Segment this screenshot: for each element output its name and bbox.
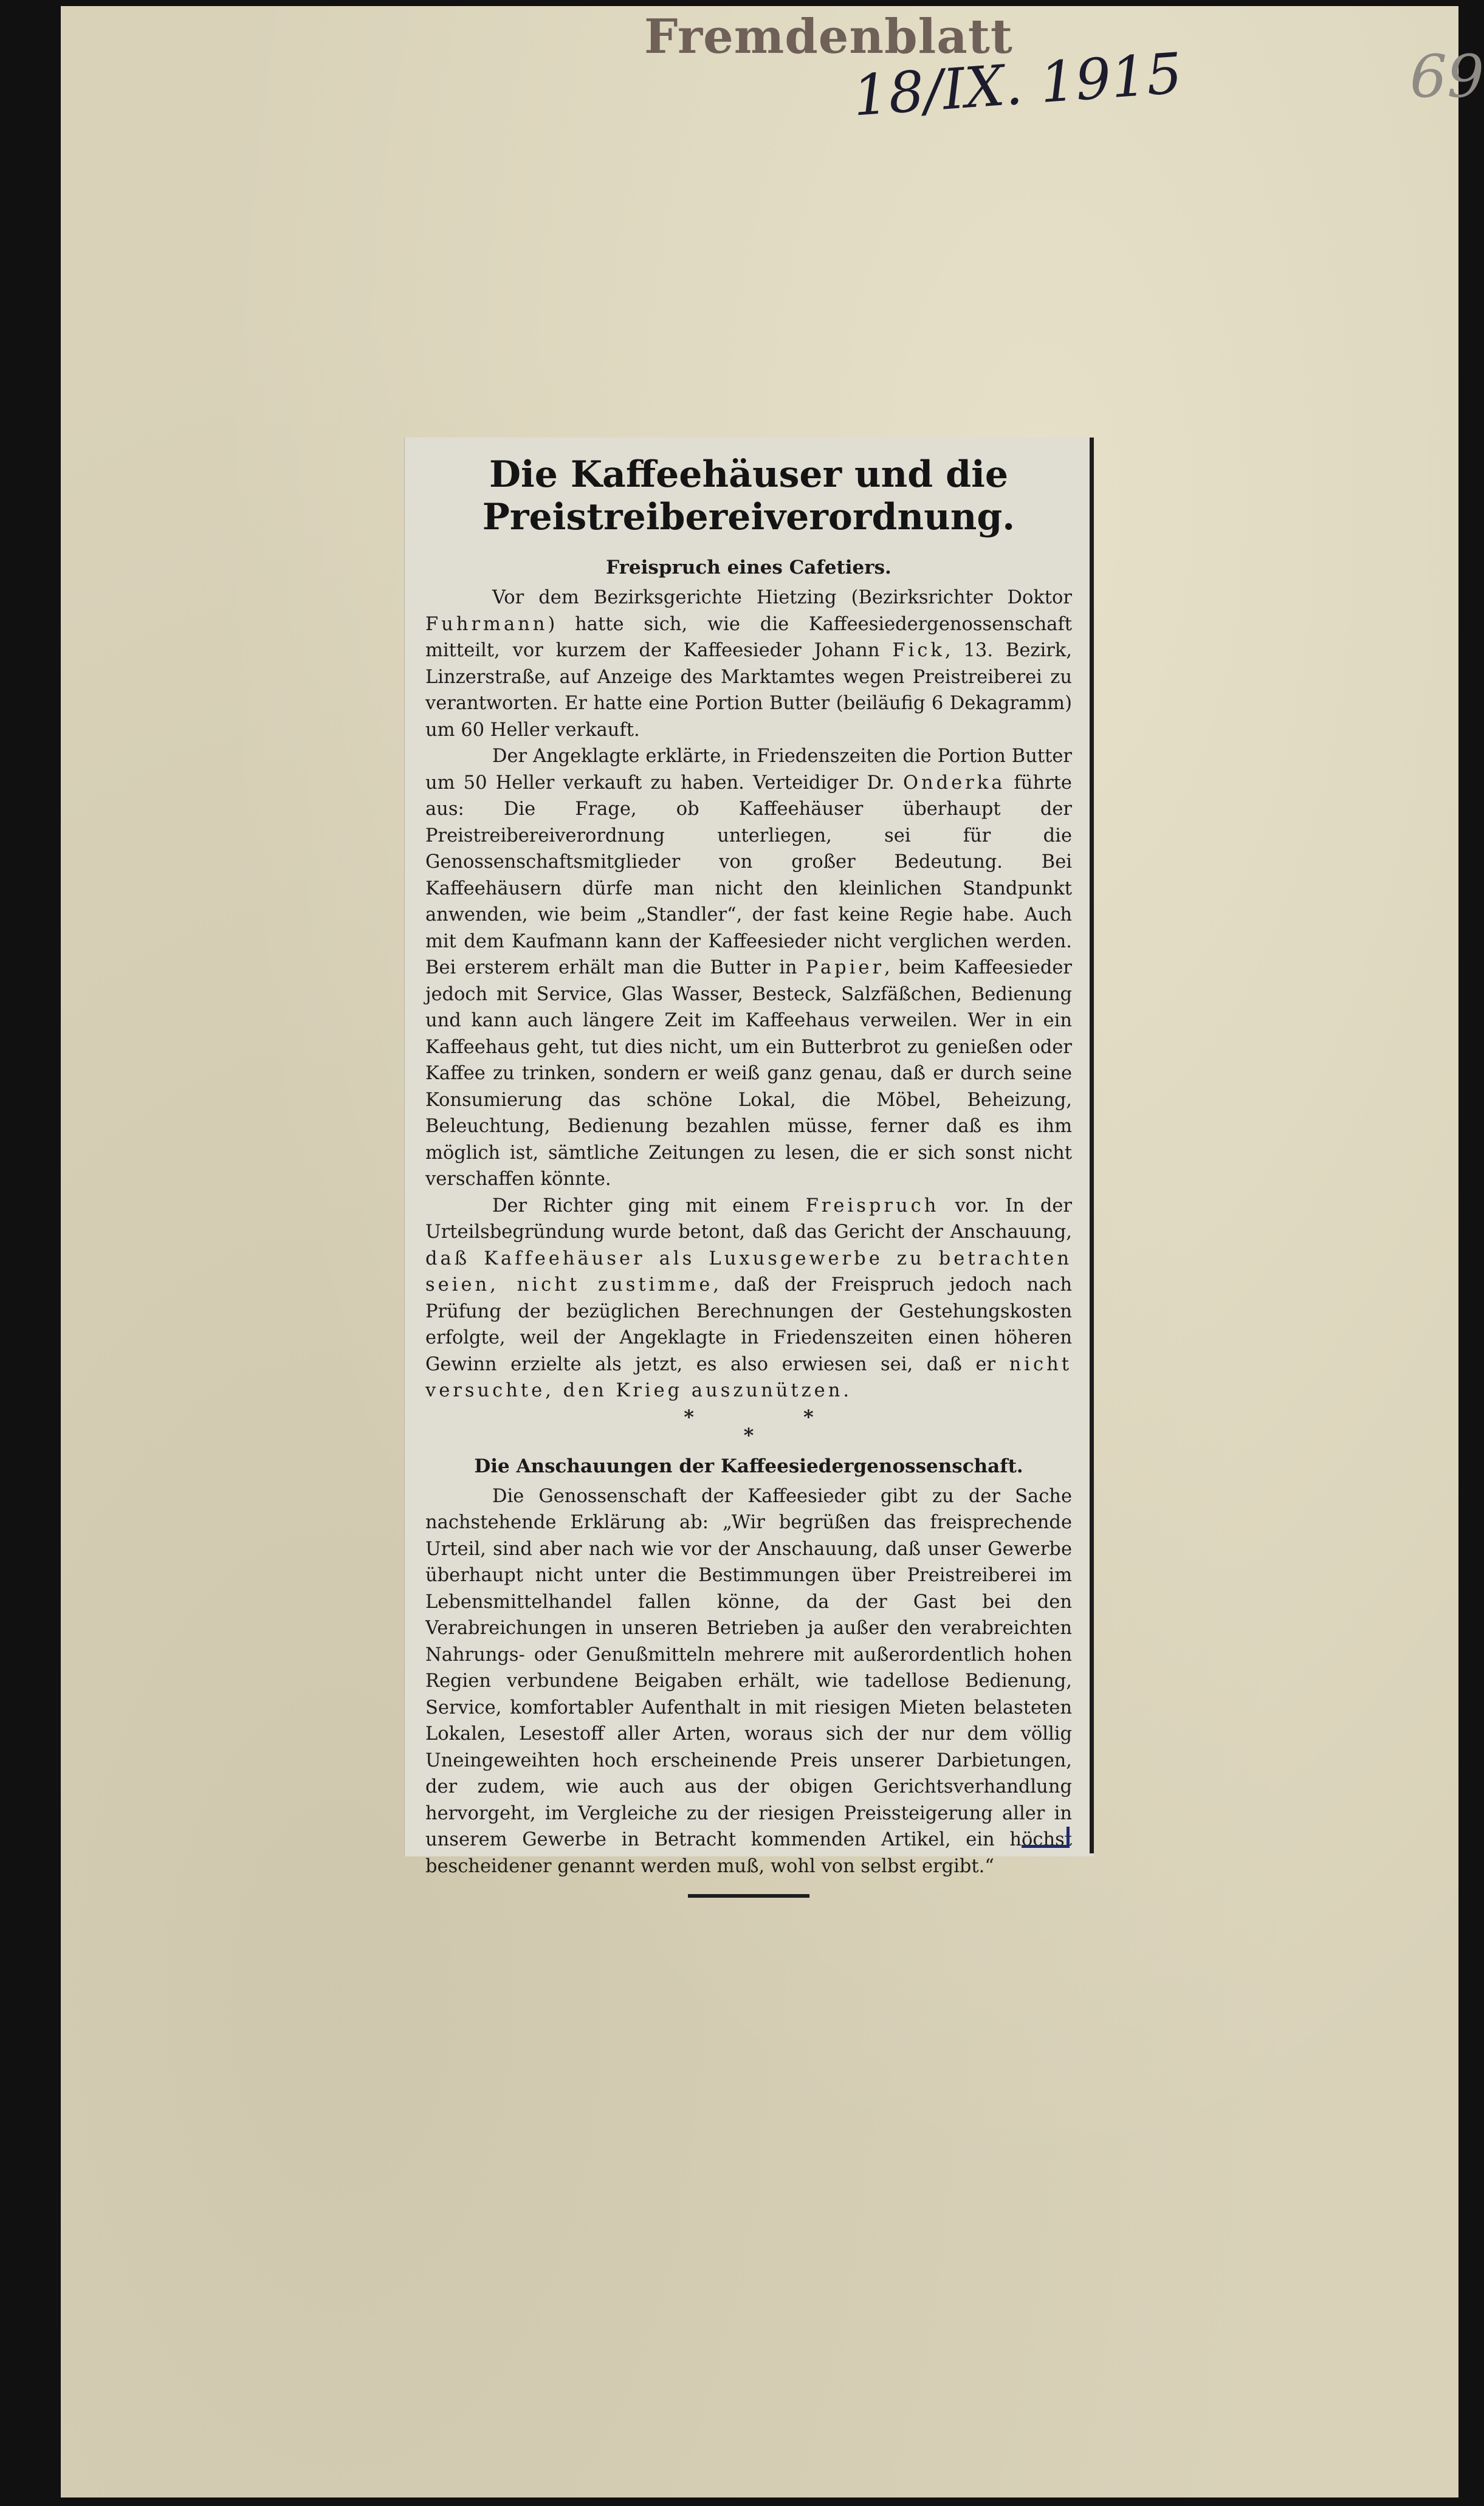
article-subhead: Freispruch eines Cafetiers.	[606, 557, 891, 578]
paragraph-1: Vor dem Bezirksgerichte Hietzing (Bezirksrichter Doktor Fuhrmann) hatte sich, wie die Kaffeesiedergenossenschaft mitteilt, vor kurzem der Kaffeesieder Johann Fick, 13. Bezirk, Linzerstraße, auf Anzeige des Marktamtes wegen Preistreiberei zu verantworten. Er hatte eine Portion Butter (beiläufig 6 Dekagramm) um 60 Heller verkauft.	[425, 587, 1072, 741]
article-headline: Die Kaffeehäuser und die Preistreibereiverordnung.	[482, 453, 1015, 538]
handwritten-page-number: 69	[1410, 43, 1484, 111]
newspaper-clipping	[404, 438, 1094, 1877]
article-subhead-2: Die Anschauungen der Kaffeesiedergenossenschaft.	[474, 1455, 1023, 1477]
paragraph-2: Der Angeklagte erklärte, in Friedenszeiten die Portion Butter um 50 Heller verkauft zu haben. Verteidiger Dr. Onderka führte aus: Die Frage, ob Kaffeehäuser überhaupt der Preistreibereiverordnung unterliegen, sei für die Genossenschaftsmitglieder von großer Bedeutung. Bei Kaffeehäusern dürfe man nicht den kleinlichen Standpunkt anwenden, wie beim „Standler“, der fast keine Regie habe. Auch mit dem Kaufmann kann der Kaffeesieder nicht verglichen werden. Bei ersterem erhält man die Butter in Papier, beim Kaffeesieder jedoch mit Service, Glas Wasser, Besteck, Salzfäßchen, Bedienung und kann auch längere Zeit im Kaffeehaus verweilen. Wer in ein Kaffeehaus geht, tut dies nicht, um ein Butterbrot zu genießen oder Kaffee zu trinken, sondern er weiß ganz genau, daß er durch seine Konsumierung das schöne Lokal, die Möbel, Beheizung, Beleuchtung, Bedienung bezahlen müsse, ferner daß es ihm möglich ist, sämtliche Zeitungen zu lesen, die er sich sonst nicht verschaffen könnte.	[425, 746, 1072, 1190]
handwritten-date: 18/IX. 1915	[851, 41, 1184, 129]
paragraph-3: Der Richter ging mit einem Freispruch vor. In der Urteilsbegründung wurde betont, daß das Gericht der Anschauung, daß Kaffeehäuser als Luxusgewerbe zu betrachten seien, nicht zustimme, daß der Freispruch jedoch nach Prüfung der bezüglichen Berechnungen der Gestehungskosten erfolgte, weil der Angeklagte in Friedenszeiten einen höheren Gewinn erzielte als jetzt, es also erwiesen sei, daß er nicht versuchte, den Krieg auszunützen.	[425, 1195, 1073, 1401]
closing-rule	[688, 1894, 809, 1898]
pen-mark	[1022, 1827, 1070, 1848]
paragraph-4: Die Genossenschaft der Kaffeesieder gibt zu der Sache nachstehende Erklärung ab: „Wir begrüßen das freisprechende Urteil, sind aber nach wie vor der Anschauung, daß unser Gewerbe überhaupt nicht unter die Bestimmungen über Preistreiberei im Lebensmittelhandel fallen könne, da der Gast bei den Verabreichungen in unseren Betrieben ja außer den verabreichten Nahrungs- oder Genußmitteln mehrere mit außerordentlich hohen Regien verbundene Beigaben erhält, wie tadellose Bedienung, Service, komfortabler Aufenthalt in mit riesigen Mieten belasteten Lokalen, Lesestoff aller Arten, woraus sich der nur dem völlig Uneingeweihten hoch erscheinende Preis unserer Darbietungen, der zudem, wie auch aus der obigen Gerichtsverhandlung hervorgeht, im Vergleiche zu der riesigen Preissteigerung aller in unserem Gewerbe in Betracht kommenden Artikel, ein höchst bescheidener genannt werden muß, wohl von selbst ergibt.“	[425, 1485, 1072, 1877]
newspaper-stamp: Fremdenblatt	[644, 9, 1013, 64]
section-separator: * * *	[684, 1405, 814, 1447]
column-rule	[1090, 438, 1094, 1853]
